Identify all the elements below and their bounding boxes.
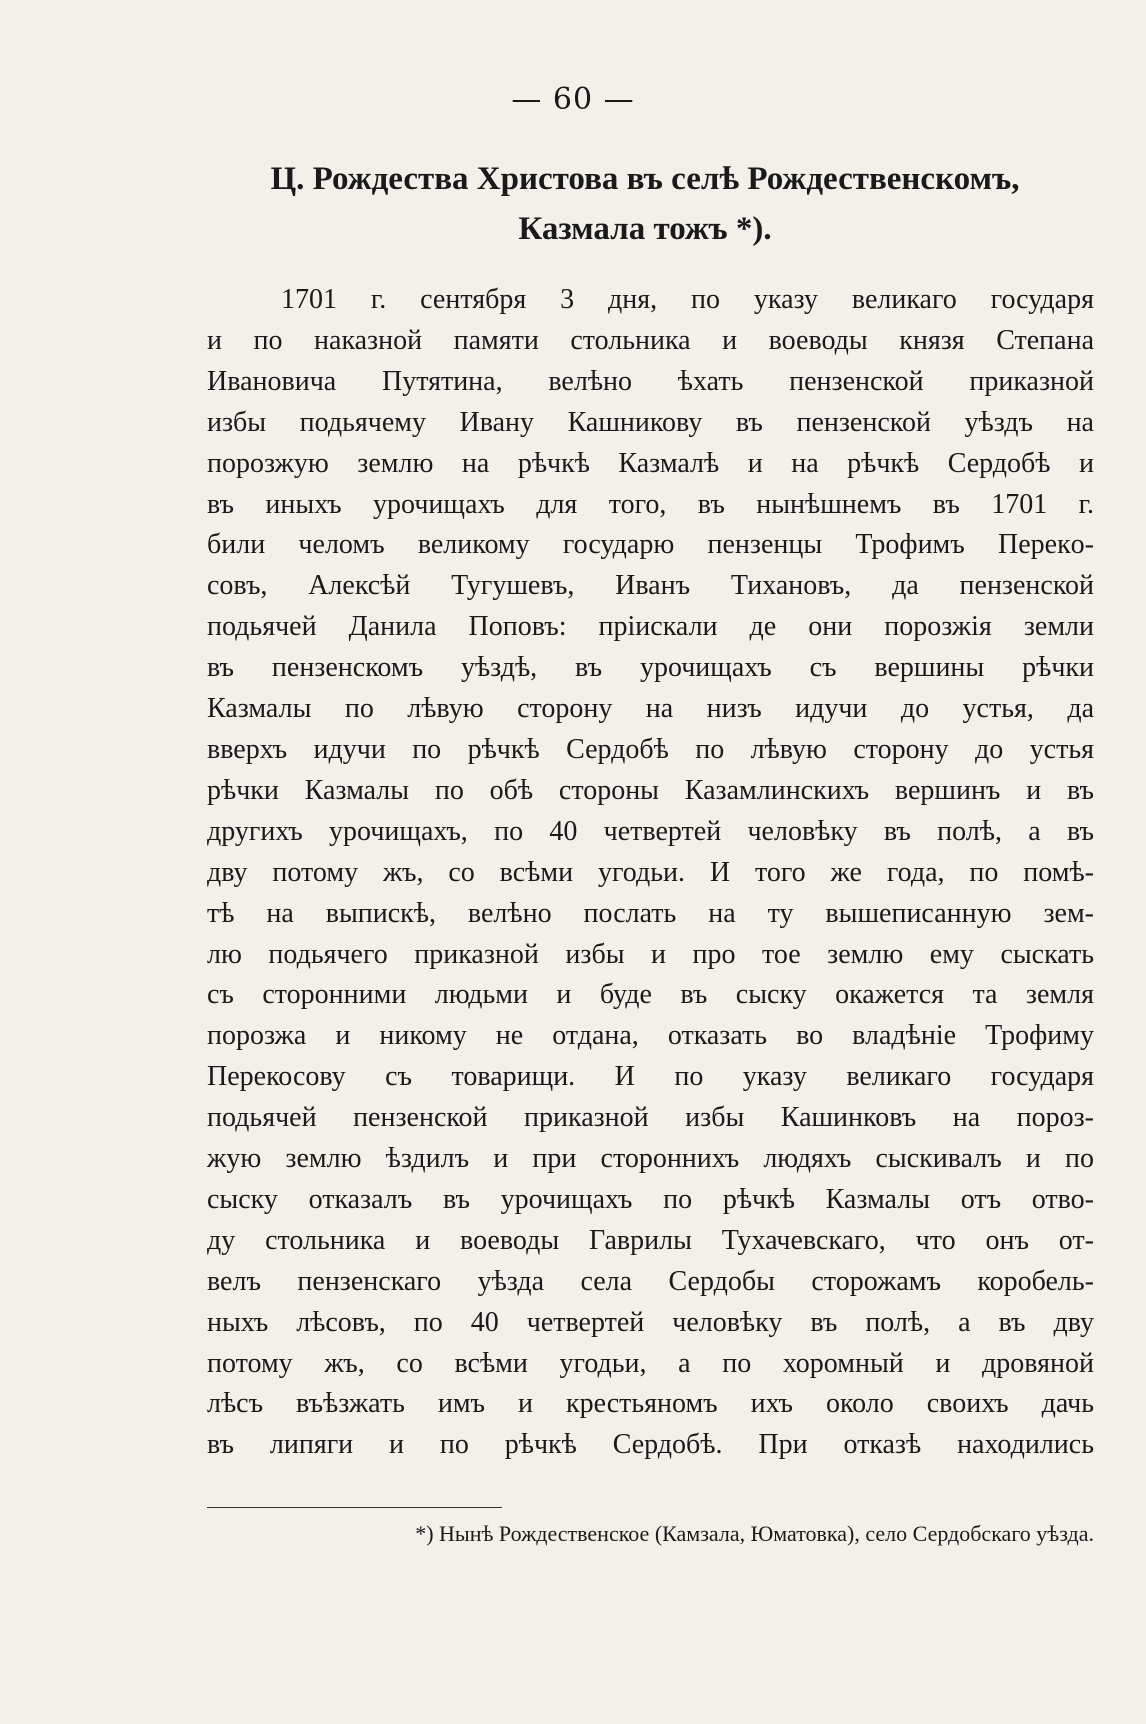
text-line: подьячей пензенской приказной избы Кашинковъ на пороз- (207, 1102, 1094, 1134)
text-line: въ иныхъ урочищахъ для того, въ нынѣшнемъ въ 1701 г. (207, 488, 1094, 520)
text-line: избы подьячему Ивану Кашникову въ пензенской уѣздъ на (207, 406, 1094, 438)
text-line: порозжа и никому не отдана, отказать во владѣніе Трофиму (207, 1020, 1094, 1052)
text-line: другихъ урочищахъ, по 40 четвертей человѣку въ полѣ, а въ (207, 815, 1094, 847)
text-line: Ивановича Путятина, велѣно ѣхать пензенской приказной (207, 365, 1094, 397)
text-line: жую землю ѣздилъ и при стороннихъ людяхъ сыскивалъ и по (207, 1143, 1094, 1175)
text-line: Казмалы по лѣвую сторону на низъ идучи до устья, да (207, 693, 1094, 725)
text-line: и по наказной памяти стольника и воеводы князя Степана (207, 324, 1094, 356)
text-line: тѣ на выпискѣ, велѣно послать на ту вышеписанную зем- (207, 897, 1094, 929)
text-line: велъ пензенскаго уѣзда села Сердобы сторожамъ коробель- (207, 1265, 1094, 1297)
text-line: подьячей Данила Поповъ: пріискали де они порозжія земли (207, 611, 1094, 643)
text-line: вверхъ идучи по рѣчкѣ Сердобѣ по лѣвую сторону до устья (207, 733, 1094, 765)
page-number: — 60 — (511, 82, 635, 117)
section-title (180, 154, 1110, 254)
text-line: дву потому жъ, со всѣми угодьи. И того же года, по помѣ- (207, 856, 1094, 888)
text-line: сыску отказалъ въ урочищахъ по рѣчкѣ Казмалы отъ отво- (207, 1183, 1094, 1215)
text-line: въ пензенскомъ уѣздѣ, въ урочищахъ съ вершины рѣчки (207, 652, 1094, 684)
text-line: потому жъ, со всѣми угодьи, а по хоромный и дровяной (207, 1347, 1094, 1379)
section-title-line: Ц. Рождества Христова въ селѣ Рождественскомъ, (270, 161, 1020, 197)
text-line: совъ, Алексѣй Тугушевъ, Иванъ Тихановъ, да пензенской (207, 570, 1094, 602)
text-line: Перекосову съ товарищи. И по указу великаго государя (207, 1061, 1094, 1093)
text-line: рѣчки Казмалы по обѣ стороны Казамлинскихъ вершинъ и въ (207, 774, 1094, 806)
text-line: 1701 г. сентября 3 дня, по указу великаго государя (281, 284, 1094, 315)
text-line: ныхъ лѣсовъ, по 40 четвертей человѣку въ полѣ, а въ дву (207, 1306, 1094, 1338)
text-line: порозжую землю на рѣчкѣ Казмалѣ и на рѣчкѣ Сердобѣ и (207, 447, 1094, 479)
footnote-divider (207, 1507, 502, 1508)
footnote: *) Нынѣ Рождественское (Камзала, Юматовка), село Сердобскаго уѣзда. (415, 1521, 1094, 1546)
section-title-line: Казмала тожъ *). (518, 211, 772, 247)
text-line: съ сторонними людьми и буде въ сыску окажется та земля (207, 979, 1094, 1011)
text-line: ду стольника и воеводы Гаврилы Тухачевскаго, что онъ от- (207, 1224, 1094, 1256)
text-line: въ липяги и по рѣчкѣ Сердобѣ. При отказѣ находились (207, 1429, 1094, 1461)
text-line: били челомъ великому государю пензенцы Трофимъ Перекo- (207, 529, 1094, 561)
text-line: лѣсъ въѣзжать имъ и крестьяномъ ихъ около своихъ дачь (207, 1388, 1094, 1420)
text-line: лю подьячего приказной избы и про тое землю ему сыскать (207, 938, 1094, 970)
body-paragraph (207, 280, 1094, 1466)
